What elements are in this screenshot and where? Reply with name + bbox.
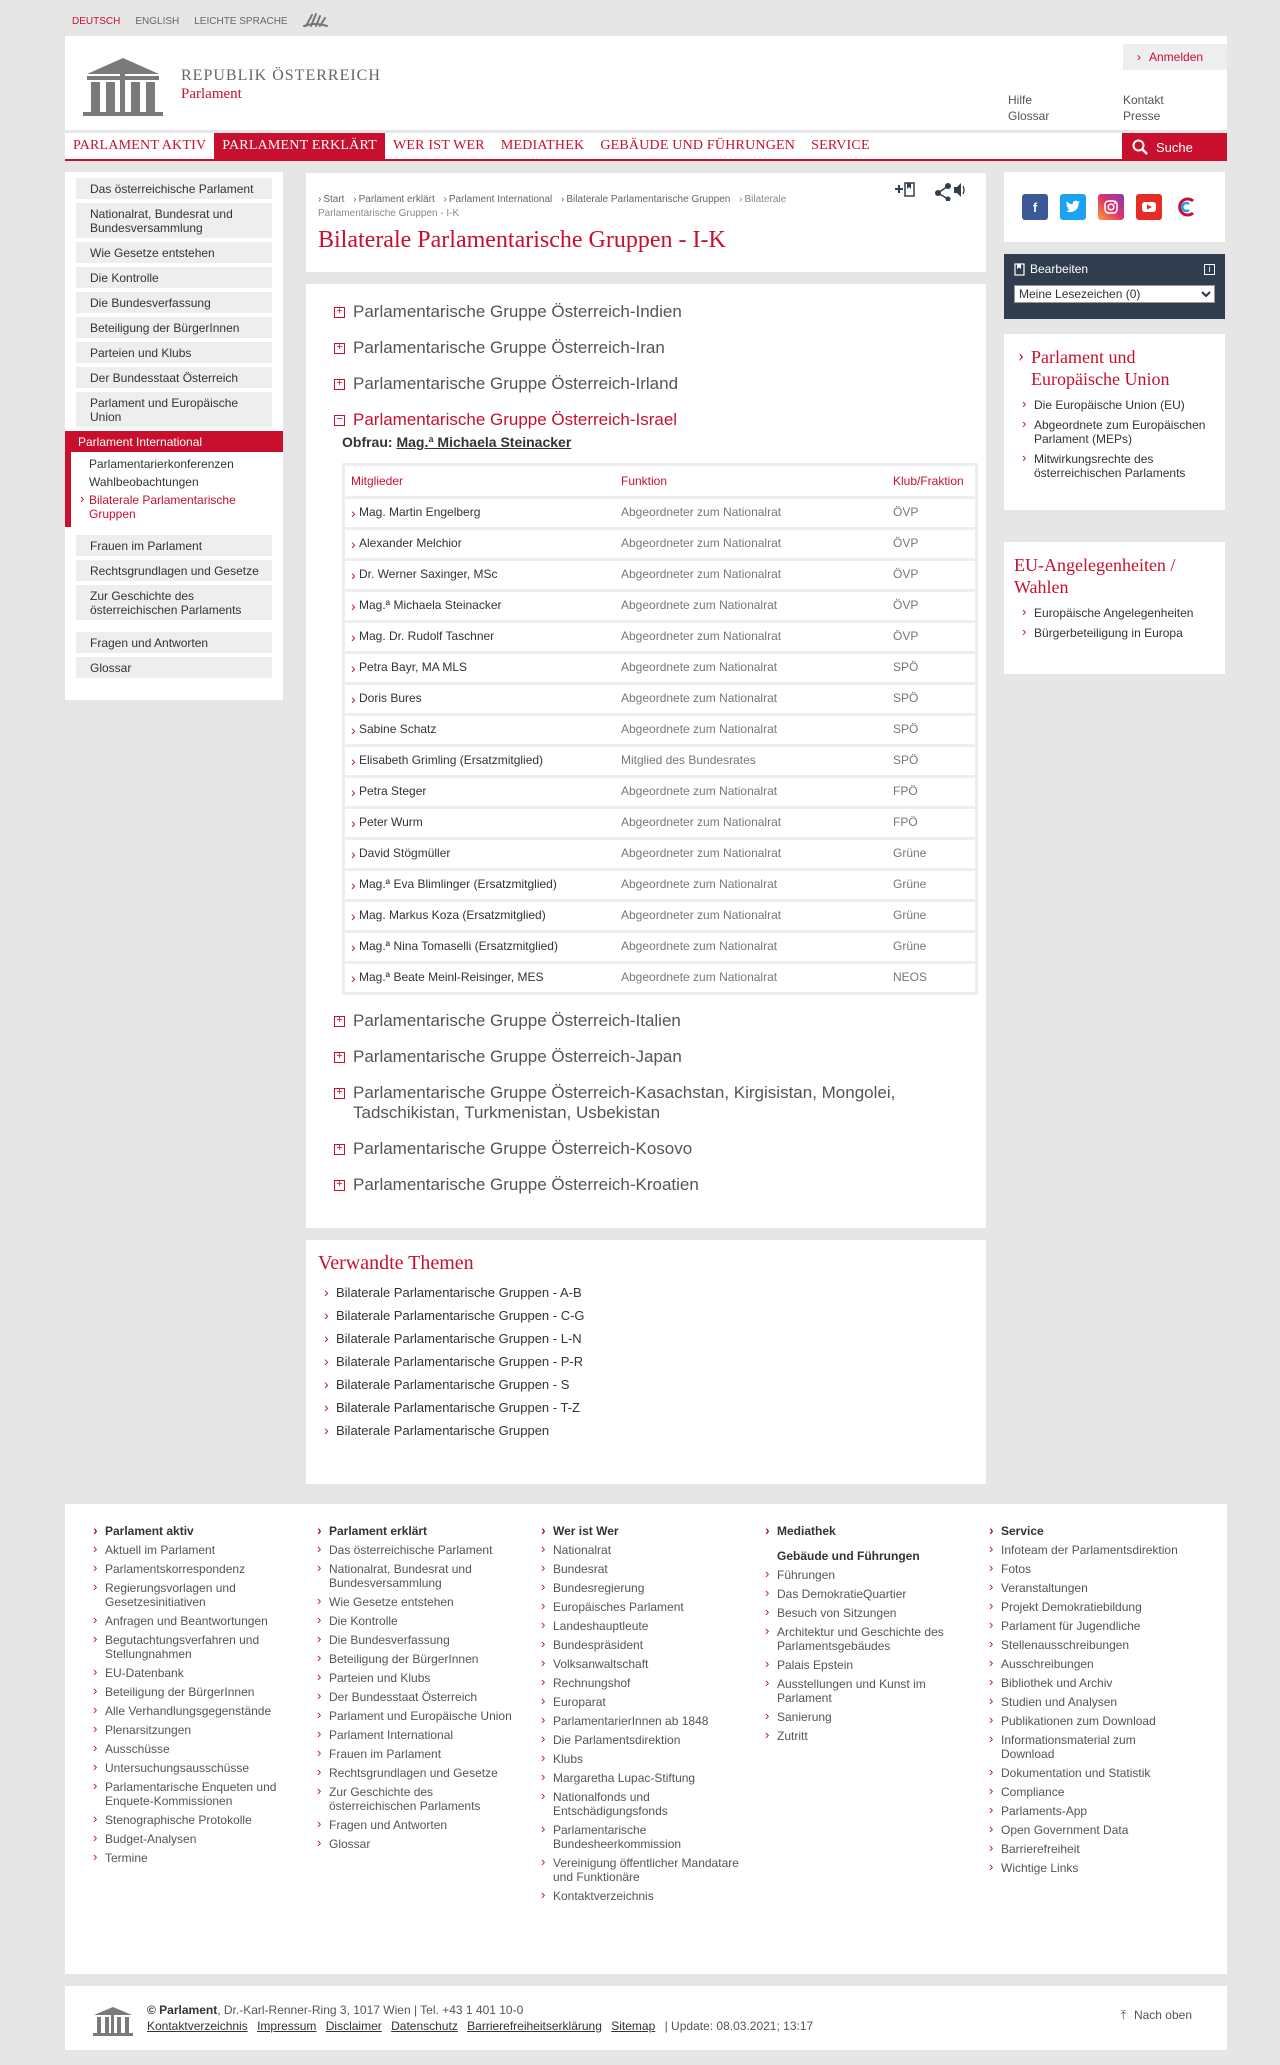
footer-link[interactable]: › Zutritt [763, 1729, 963, 1743]
page-title: Bilaterale Parlamentarische Gruppen - I-K [318, 227, 726, 253]
nav-parlament-erklaert[interactable]: PARLAMENT ERKLÄRT [214, 133, 385, 159]
footer-link[interactable]: › Beteiligung der BürgerInnen [91, 1685, 291, 1699]
leftnav-item[interactable]: Rechtsgrundlagen und Gesetze [76, 560, 272, 581]
footer-link[interactable]: › Rechtsgrundlagen und Gesetze [315, 1766, 515, 1780]
nav-wer-ist-wer[interactable]: WER IST WER [392, 138, 485, 153]
main-navigation [65, 133, 1227, 161]
footer-link[interactable]: › Klubs [539, 1752, 739, 1766]
leftnav-item[interactable]: Die Kontrolle [76, 267, 272, 288]
footer-link[interactable]: › Parlamentarische Bundesheerkommission [539, 1823, 739, 1851]
parliament-logo[interactable] [79, 54, 381, 116]
contact-link[interactable]: Kontakt [1123, 93, 1164, 107]
update-stamp: | Update: 08.03.2021; 13:17 [664, 2019, 814, 2033]
leftnav-item[interactable]: Frauen im Parlament [76, 535, 272, 556]
leftnav-item[interactable]: Wie Gesetze entstehen [76, 242, 272, 263]
table-row[interactable]: › Peter Wurm Abgeordneter zum Nationalrat FPÖ [345, 806, 975, 834]
footer-column-title[interactable]: › Parlament aktiv [91, 1524, 315, 1538]
breadcrumb-item[interactable]: › Parlament International [444, 194, 553, 205]
footer-link[interactable]: › Volksanwaltschaft [539, 1657, 739, 1671]
related-link[interactable]: › Bilaterale Parlamentarische Gruppen [318, 1423, 974, 1438]
footer-link[interactable]: › Infoteam der Parlamentsdirektion [987, 1543, 1187, 1557]
footer-link[interactable]: › Nationalfonds und Entschädigungsfonds [539, 1790, 739, 1818]
footer-bottom-link[interactable]: Datenschutz [391, 2019, 458, 2033]
footer-link[interactable]: › Publikationen zum Download [987, 1714, 1187, 1728]
accordion-item[interactable]: + Parlamentarische Gruppe Österreich-Italien [334, 1011, 986, 1031]
table-row[interactable]: › Dr. Werner Saxinger, MSc Abgeordneter zum Nationalrat ÖVP [345, 558, 975, 586]
accordion-item-open[interactable]: − Parlamentarische Gruppe Österreich-Israel [334, 410, 986, 430]
expand-plus-icon: + [334, 1016, 345, 1027]
footer-column-title[interactable]: › Wer ist Wer [539, 1524, 763, 1538]
search-icon [1132, 139, 1148, 155]
footer-link[interactable]: › Fragen und Antworten [315, 1818, 515, 1832]
eu-affairs-title: EU-Angelegenheiten / Wahlen [1014, 555, 1176, 597]
table-row[interactable]: › Alexander Melchior Abgeordneter zum Nationalrat ÖVP [345, 527, 975, 555]
expand-plus-icon: + [334, 343, 345, 354]
footer-column-title[interactable]: › Mediathek [763, 1524, 987, 1538]
leftnav-item[interactable]: Fragen und Antworten [76, 632, 272, 653]
table-row[interactable]: › Doris Bures Abgeordnete zum Nationalrat SPÖ [345, 682, 975, 710]
footer-column-title[interactable]: › Service [987, 1524, 1211, 1538]
login-button[interactable]: › Anmelden [1123, 44, 1227, 70]
footer-link[interactable]: › Bundesrat [539, 1562, 739, 1576]
collapse-minus-icon: − [334, 415, 345, 426]
related-link[interactable]: › Bilaterale Parlamentarische Gruppen - S [318, 1377, 974, 1392]
footer-column [91, 1524, 315, 1974]
footer-link[interactable]: › Compliance [987, 1785, 1187, 1799]
breadcrumb-item[interactable]: › Parlament erklärt [353, 194, 434, 205]
back-to-top-link[interactable]: ⤒ Nach oben [1120, 2008, 1192, 2022]
footer-link[interactable]: › Veranstaltungen [987, 1581, 1187, 1595]
related-title: Verwandte Themen [318, 1252, 474, 1274]
footer-link[interactable]: › Fotos [987, 1562, 1187, 1576]
footer-link[interactable]: › Parlamentskorrespondenz [91, 1562, 291, 1576]
footer-link[interactable]: › Zur Geschichte des österreichischen Parlaments [315, 1785, 515, 1813]
footer-link[interactable]: › Der Bundesstaat Österreich [315, 1690, 515, 1704]
accordion-item[interactable]: + Parlamentarische Gruppe Österreich-Kroatien [334, 1175, 986, 1195]
eu-affairs-panel [1004, 542, 1225, 674]
footer-link[interactable]: › Landeshauptleute [539, 1619, 739, 1633]
leftnav-item[interactable]: Das österreichische Parlament [76, 178, 272, 199]
nav-gebaeude[interactable]: GEBÄUDE UND FÜHRUNGEN [600, 138, 796, 153]
footer-link[interactable]: › Parlament International [315, 1728, 515, 1742]
logo-subtitle: Parlament [181, 86, 242, 102]
bookmark-select[interactable] [1014, 285, 1215, 303]
related-link[interactable]: › Bilaterale Parlamentarische Gruppen - P-R [318, 1354, 974, 1369]
footer-subtitle[interactable]: Gebäude und Führungen [777, 1549, 920, 1563]
leftnav-submenu [65, 452, 283, 527]
footer-link[interactable]: › Bundespräsident [539, 1638, 739, 1652]
title-panel [306, 173, 986, 272]
footer-bottom-link[interactable]: Barrierefreiheitserklärung [467, 2019, 602, 2033]
footer-link[interactable]: › Führungen [763, 1568, 963, 1582]
table-row[interactable]: › David Stögmüller Abgeordneter zum Nationalrat Grüne [345, 837, 975, 865]
group-chair: Obfrau: Mag.ª Michaela Steinacker [342, 434, 572, 450]
footer-link[interactable]: › Alle Verhandlungsgegenstände [91, 1704, 291, 1718]
eu-affairs-link[interactable]: › Europäische Angelegenheiten [1014, 606, 1215, 620]
accordion-item[interactable]: + Parlamentarische Gruppe Österreich-Japan [334, 1047, 986, 1067]
search-button[interactable]: Suche [1122, 133, 1227, 161]
footer-link[interactable]: › Ausschreibungen [987, 1657, 1187, 1671]
footer-link[interactable]: › Sanierung [763, 1710, 963, 1724]
leftnav-item-active[interactable]: Parlament International [65, 431, 283, 452]
footer-link[interactable]: › Die Kontrolle [315, 1614, 515, 1628]
footer-link[interactable]: › Palais Epstein [763, 1658, 963, 1672]
lang-english[interactable]: ENGLISH [135, 15, 180, 27]
eu-link[interactable]: › Mitwirkungsrechte des österreichischen Parlaments [1014, 452, 1215, 480]
footer-navigation [65, 1504, 1227, 1974]
footer-link[interactable]: › Das DemokratieQuartier [763, 1587, 963, 1601]
bookmark-icon [1014, 263, 1025, 276]
sign-language-icon[interactable] [303, 12, 329, 31]
footer-column-title[interactable]: › Parlament erklärt [315, 1524, 539, 1538]
accordion-item[interactable]: + Parlamentarische Gruppe Österreich-Indien [334, 302, 986, 322]
arrow-up-icon: ⤒ [1120, 2008, 1126, 2022]
share-icon[interactable] [934, 181, 966, 201]
table-row[interactable]: › Mag.ª Eva Blimlinger (Ersatzmitglied) Abgeordnete zum Nationalrat Grüne [345, 868, 975, 896]
table-row[interactable]: › Petra Bayr, MA MLS Abgeordnete zum Nationalrat SPÖ [345, 651, 975, 679]
footer-link[interactable]: › Kontaktverzeichnis [539, 1889, 739, 1903]
leftnav-item[interactable]: Die Bundesverfassung [76, 292, 272, 313]
expand-plus-icon: + [334, 1180, 345, 1191]
lang-easy[interactable]: LEICHTE SPRACHE [194, 15, 288, 27]
footer-bottom-link[interactable]: Kontaktverzeichnis [147, 2019, 248, 2033]
table-row[interactable]: › Mag. Dr. Rudolf Taschner Abgeordneter zum Nationalrat ÖVP [345, 620, 975, 648]
accordion-item[interactable]: + Parlamentarische Gruppe Österreich-Kosovo [334, 1139, 986, 1159]
edit-title: Bearbeiten [1030, 262, 1089, 276]
leftnav-item[interactable]: Nationalrat, Bundesrat und Bundesversammlung [76, 203, 272, 238]
nav-mediathek[interactable]: MEDIATHEK [500, 138, 585, 153]
logo-title: REPUBLIK ÖSTERREICH [181, 67, 381, 84]
footer-link[interactable]: › Die Bundesverfassung [315, 1633, 515, 1647]
footer-link[interactable]: › Nationalrat [539, 1543, 739, 1557]
footer-link[interactable]: › ParlamentarierInnen ab 1848 [539, 1714, 739, 1728]
eu-affairs-link[interactable]: › Bürgerbeteiligung in Europa [1014, 626, 1215, 640]
footer-link[interactable]: › Europäisches Parlament [539, 1600, 739, 1614]
column-header: Mitglieder [345, 469, 615, 493]
footer-column [987, 1524, 1211, 1974]
accordion-item[interactable]: + Parlamentarische Gruppe Österreich-Kasachstan, Kirgisistan, Mongolei, Tadschikistan, Turkmenistan, Usbekistan [334, 1083, 934, 1123]
parliament-app-icon[interactable] [1174, 194, 1200, 220]
footer-link[interactable]: › Studien und Analysen [987, 1695, 1187, 1709]
nav-service[interactable]: SERVICE [811, 138, 870, 153]
utility-links [1008, 93, 1223, 123]
leftnav-item[interactable]: Beteiligung der BürgerInnen [76, 317, 272, 338]
footer-link[interactable]: › Wie Gesetze entstehen [315, 1595, 515, 1609]
footer-column [763, 1524, 987, 1974]
glossary-link[interactable]: Glossar [1008, 109, 1050, 123]
footer-link[interactable]: › Nationalrat, Bundesrat und Bundesversammlung [315, 1562, 515, 1590]
expand-plus-icon: + [334, 1088, 345, 1099]
press-link[interactable]: Presse [1123, 109, 1161, 123]
left-navigation [65, 172, 283, 700]
footer-link[interactable]: › Die Parlamentsdirektion [539, 1733, 739, 1747]
footer-link[interactable]: › Glossar [315, 1837, 515, 1851]
related-link[interactable]: › Bilaterale Parlamentarische Gruppen - T-Z [318, 1400, 974, 1415]
table-row[interactable]: › Elisabeth Grimling (Ersatzmitglied) Mitglied des Bundesrates SPÖ [345, 744, 975, 772]
accordion-item[interactable]: + Parlamentarische Gruppe Österreich-Iran [334, 338, 986, 358]
footer-link[interactable]: › Vereinigung öffentlicher Mandatare und Funktionäre [539, 1856, 739, 1884]
footer-link[interactable]: › Dokumentation und Statistik [987, 1766, 1187, 1780]
chevron-right-icon: › [1137, 50, 1141, 64]
breadcrumb-item[interactable]: › Start [318, 194, 344, 205]
footer-link[interactable]: › Das österreichische Parlament [315, 1543, 515, 1557]
eu-link[interactable]: › Abgeordnete zum Europäischen Parlament (MEPs) [1014, 418, 1215, 446]
footer-link[interactable]: › Regierungsvorlagen und Gesetzesinitiativen [91, 1581, 291, 1609]
footer-link[interactable]: › Untersuchungsausschüsse [91, 1761, 291, 1775]
nav-parlament-aktiv[interactable]: PARLAMENT AKTIV [73, 138, 207, 153]
breadcrumb [318, 193, 848, 221]
footer-link[interactable]: › Beteiligung der BürgerInnen [315, 1652, 515, 1666]
leftnav-item[interactable]: Parlament und Europäische Union [76, 392, 272, 427]
related-link[interactable]: › Bilaterale Parlamentarische Gruppen - C-G [318, 1308, 974, 1323]
footer-link[interactable]: › Rechnungshof [539, 1676, 739, 1690]
footer-link[interactable]: › Stenographische Protokolle [91, 1813, 291, 1827]
footer-link[interactable]: › Open Government Data [987, 1823, 1187, 1837]
footer-column [315, 1524, 539, 1974]
footer-link[interactable]: › Parlaments-App [987, 1804, 1187, 1818]
table-row[interactable]: › Petra Steger Abgeordnete zum Nationalrat FPÖ [345, 775, 975, 803]
page-tools [894, 181, 966, 201]
parliament-building-icon [79, 54, 167, 116]
leftnav-subitem[interactable]: Wahlbeobachtungen [89, 475, 199, 489]
footer-bottom [65, 1986, 1227, 2050]
lang-deutsch[interactable]: DEUTSCH [72, 15, 121, 27]
facebook-icon[interactable]: f [1022, 194, 1048, 220]
leftnav-item[interactable]: Der Bundesstaat Österreich [76, 367, 272, 388]
expand-plus-icon: + [334, 1052, 345, 1063]
eu-link[interactable]: › Die Europäische Union (EU) [1014, 398, 1215, 412]
members-table-wrapper [342, 463, 978, 995]
eu-panel-title[interactable]: › Parlament und Europäische Union [1014, 346, 1215, 390]
footer-bottom-link[interactable]: Impressum [257, 2019, 317, 2033]
chair-link[interactable]: Mag.ª Michaela Steinacker [396, 434, 572, 450]
youtube-icon[interactable] [1136, 194, 1162, 220]
footer-link[interactable]: › Aktuell im Parlament [91, 1543, 291, 1557]
footer-link[interactable]: › Besuch von Sitzungen [763, 1606, 963, 1620]
footer-column [539, 1524, 763, 1974]
footer-link[interactable]: › Parteien und Klubs [315, 1671, 515, 1685]
footer-link[interactable]: › Europarat [539, 1695, 739, 1709]
expand-plus-icon: + [334, 1144, 345, 1155]
table-row[interactable]: › Mag.ª Michaela Steinacker Abgeordnete zum Nationalrat ÖVP [345, 589, 975, 617]
column-header: Funktion [615, 469, 887, 493]
footer-link[interactable]: › Stellenausschreibungen [987, 1638, 1187, 1652]
column-header: Klub/Fraktion [887, 469, 975, 493]
footer-link[interactable]: › Budget-Analysen [91, 1832, 291, 1846]
footer-link[interactable]: › Begutachtungsverfahren und Stellungnahmen [91, 1633, 291, 1661]
footer-link[interactable]: › Parlament und Europäische Union [315, 1709, 515, 1723]
footer-link[interactable]: › Anfragen und Beantwortungen [91, 1614, 291, 1628]
expand-plus-icon: + [334, 307, 345, 318]
footer-link[interactable]: › Margaretha Lupac-Stiftung [539, 1771, 739, 1785]
bookmark-panel [1004, 254, 1225, 319]
related-link[interactable]: › Bilaterale Parlamentarische Gruppen - L-N [318, 1331, 974, 1346]
footer-org: © Parlament [147, 2003, 218, 2017]
parliament-small-logo [91, 2006, 135, 2036]
footer-link[interactable]: › Ausstellungen und Kunst im Parlament [763, 1677, 963, 1705]
groups-panel [306, 284, 986, 1228]
leftnav-item[interactable]: Glossar [76, 657, 272, 678]
social-media-panel [1004, 172, 1225, 242]
table-row[interactable]: › Mag. Martin Engelberg Abgeordneter zum Nationalrat ÖVP [345, 496, 975, 524]
accordion-item[interactable]: + Parlamentarische Gruppe Österreich-Irland [334, 374, 986, 394]
leftnav-subitem-current[interactable]: › Bilaterale Parlamentarische Gruppen [89, 493, 283, 521]
footer-link[interactable]: › EU-Datenbank [91, 1666, 291, 1680]
footer-link[interactable]: › Frauen im Parlament [315, 1747, 515, 1761]
footer-link[interactable]: › Termine [91, 1851, 291, 1865]
leftnav-item[interactable]: Parteien und Klubs [76, 342, 272, 363]
help-link[interactable]: Hilfe [1008, 93, 1033, 107]
breadcrumb-current: › Bilaterale Parlamentarische Gruppen - I-K [318, 194, 786, 219]
footer-bottom-link[interactable]: Sitemap [611, 2019, 656, 2033]
info-icon[interactable]: i [1204, 264, 1215, 275]
expand-plus-icon: + [334, 379, 345, 390]
instagram-icon[interactable] [1098, 194, 1124, 220]
add-bookmark-icon[interactable] [894, 181, 916, 199]
footer-link[interactable]: › Bibliothek und Archiv [987, 1676, 1187, 1690]
footer-link[interactable]: › Projekt Demokratiebildung [987, 1600, 1187, 1614]
members-table [345, 466, 975, 992]
table-row[interactable]: › Sabine Schatz Abgeordnete zum Nationalrat SPÖ [345, 713, 975, 741]
footer-link[interactable]: › Informationsmaterial zum Download [987, 1733, 1187, 1761]
footer-link[interactable]: › Ausschüsse [91, 1742, 291, 1756]
footer-address: , Dr.-Karl-Renner-Ring 3, 1017 Wien | Tel. +43 1 401 10-0 [217, 2003, 524, 2017]
footer-link[interactable]: › Parlamentarische Enqueten und Enquete-Kommissionen [91, 1780, 291, 1808]
footer-link[interactable]: › Plenarsitzungen [91, 1723, 291, 1737]
footer-link[interactable]: › Parlament für Jugendliche [987, 1619, 1187, 1633]
eu-panel [1004, 334, 1225, 510]
breadcrumb-item[interactable]: › Bilaterale Parlamentarische Gruppen [561, 194, 730, 205]
leftnav-subitem[interactable]: Parlamentarierkonferenzen [89, 457, 234, 471]
table-row[interactable]: › Mag.ª Nina Tomaselli (Ersatzmitglied) Abgeordnete zum Nationalrat Grüne [345, 930, 975, 958]
related-topics [306, 1240, 986, 1484]
table-row[interactable]: › Mag.ª Beate Meinl-Reisinger, MES Abgeordnete zum Nationalrat NEOS [345, 961, 975, 989]
table-row[interactable]: › Mag. Markus Koza (Ersatzmitglied) Abgeordneter zum Nationalrat Grüne [345, 899, 975, 927]
footer-link[interactable]: › Wichtige Links [987, 1861, 1187, 1875]
related-link[interactable]: › Bilaterale Parlamentarische Gruppen - A-B [318, 1285, 974, 1300]
footer-bottom-link[interactable]: Disclaimer [325, 2019, 382, 2033]
language-bar [72, 14, 329, 28]
footer-link[interactable]: › Barrierefreiheit [987, 1842, 1187, 1856]
footer-link[interactable]: › Bundesregierung [539, 1581, 739, 1595]
site-header [65, 36, 1227, 130]
leftnav-item[interactable]: Zur Geschichte des österreichischen Parlaments [76, 585, 272, 620]
footer-link[interactable]: › Architektur und Geschichte des Parlamentsgebäudes [763, 1625, 963, 1653]
twitter-icon[interactable] [1060, 194, 1086, 220]
